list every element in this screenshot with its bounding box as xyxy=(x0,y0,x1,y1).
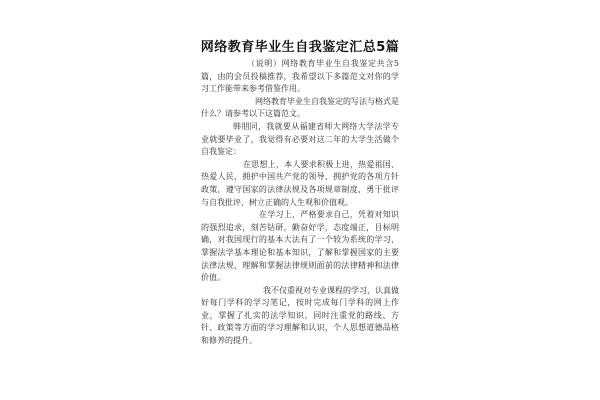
document-title: 网络教育毕业生自我鉴定汇总5篇 xyxy=(200,40,400,55)
paragraph-thought: 在思想上，本人要求积极上进，热爱祖国、热爱人民，拥护中国共产党的领导、拥护党的各项方针政策，遵守国家的法律法规及各项规章制度，勇于批评与自我批评，树立正确的人生观和价值观。 xyxy=(201,159,399,207)
paragraph-study: 在学习上，严格要求自己，凭着对知识的强烈追求，刻苦钻研，勤奋好学，态度端正，目标明确，对我国现行的基本大法有了一个较为系统的学习，掌握法学基本理论和基本知识，了解和掌握国家的主要法律法规，理解和掌握法律规则面前的法律精神和法律价值。 xyxy=(201,210,399,283)
paragraph-opening: 韩朋同，我就要从福建省师大网络大学法学专业就要毕业了，我觉得有必要对这二年的大学生活做个自我鉴定： xyxy=(201,121,399,157)
paragraph-question: 网络教育毕业生自我鉴定的写法与格式是什么？请参考以下这篇范文。 xyxy=(201,96,399,119)
paragraph-intro: （说明）网络教育毕业生自我鉴定共含5篇，由的会员投稿推荐，我希望以下多篇范文对你的学习工作能带来参考借鉴作用。 xyxy=(201,59,399,94)
document-body xyxy=(201,58,399,348)
paragraph-major: 我不仅重视对专业课程的学习，认真做好每门学科的学习笔记，按时完成每门学科的网上作业，掌握了扎实的法学知识，同时注重党的路线、方针、政策等方面的学习理解和认识，个人思想道德品格和修养的提升。 xyxy=(201,285,399,346)
